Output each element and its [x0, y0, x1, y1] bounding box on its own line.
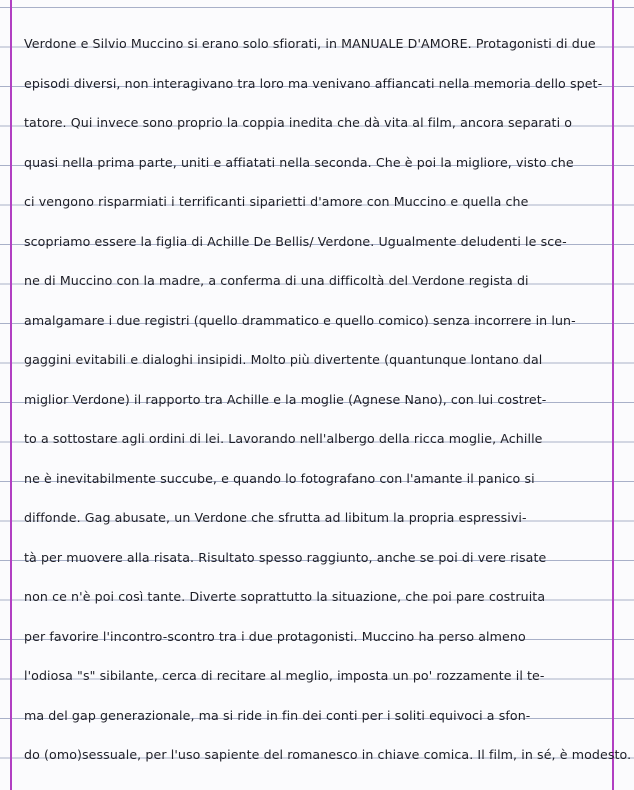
handwritten-text [24, 34, 634, 785]
text-line: tatore. Qui invece sono proprio la coppia inedita che dà vita al film, ancora separati o [24, 115, 573, 130]
text-line: episodi diversi, non interagivano tra loro ma venivano affiancati nella memoria dello spet- [24, 75, 603, 91]
text-line: miglior Verdone) il rapporto tra Achille e la moglie (Agnese Nano), con lui costret- [24, 391, 547, 407]
text-line: per favorire l'incontro-scontro tra i due protagonisti. Muccino ha perso almeno [24, 628, 526, 644]
text-line: to a sottostare agli ordini di lei. Lavorando nell'albergo della ricca moglie, Achille [24, 431, 543, 446]
text-line: diffonde. Gag abusate, un Verdone che sfrutta ad libitum la propria espressivi- [24, 510, 527, 525]
text-line: amalgamare i due registri (quello drammatico e quello comico) senza incorrere in lun- [24, 312, 576, 328]
text-line: quasi nella prima parte, uniti e affiatati nella seconda. Che è poi la migliore, visto che [24, 154, 574, 170]
text-line: tà per muovere alla risata. Risultato spesso raggiunto, anche se poi di vere risate [24, 549, 547, 565]
text-line: ci vengono risparmiati i terrificanti siparietti d'amore con Muccino e quella che [24, 194, 529, 209]
text-line: do (omo)sessuale, per l'uso sapiente del romanesco in chiave comica. Il film, in sé, è modesto. [24, 747, 632, 762]
text-line: Verdone e Silvio Muccino si erano solo sfiorati, in MANUALE D'AMORE. Protagonisti di due [24, 36, 596, 51]
text-line: non ce n'è poi così tante. Diverte soprattutto la situazione, che poi pare costruita [24, 589, 546, 604]
text-line: gaggini evitabili e dialoghi insipidi. Molto più divertente (quantunque lontano dal [24, 352, 543, 367]
text-line: scopriamo essere la figlia di Achille De Bellis/ Verdone. Ugualmente deludenti le sce- [24, 233, 567, 249]
text-line: ne di Muccino con la madre, a conferma di una difficoltà del Verdone regista di [24, 273, 529, 288]
text-line: ne è inevitabilmente succube, e quando lo fotografano con l'amante il panico si [24, 470, 535, 486]
text-line: ma del gap generazionale, ma si ride in fin dei conti per i soliti equivoci a sfon- [24, 707, 531, 723]
left-margin-line [10, 0, 12, 790]
text-line: l'odiosa "s" sibilante, cerca di recitare al meglio, imposta un po' rozzamente il te- [24, 668, 545, 683]
